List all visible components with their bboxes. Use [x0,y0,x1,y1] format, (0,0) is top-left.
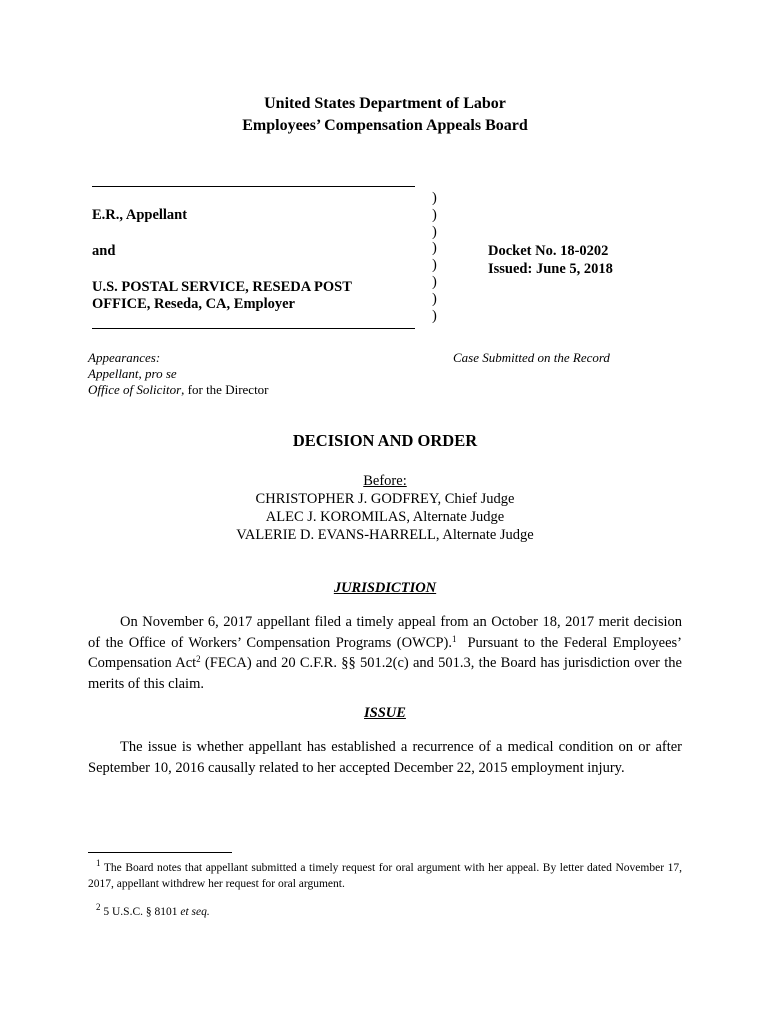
paren: ) [432,240,437,257]
case-submitted-note: Case Submitted on the Record [453,350,610,365]
judge-alternate-1: ALEC J. KOROMILAS, Alternate Judge [265,509,505,525]
appellant-appearance: Appellant, pro se [88,366,177,381]
solicitor-office: Office of Solicitor [88,382,182,397]
footnote-1 [88,858,682,892]
employer-line-1: U.S. POSTAL SERVICE, RESEDA POST [92,279,352,295]
footnote-separator [88,852,232,853]
footnote-ref-1: 1 [451,633,457,644]
paren: ) [432,307,437,324]
footnote-1-number: 1 [96,858,101,868]
board-name: Employees’ Compensation Appeals Board [242,117,528,134]
judge-chief: CHRISTOPHER J. GODFREY, Chief Judge [255,491,515,507]
paren: ) [432,223,437,240]
footnote-1-text: The Board notes that appellant submitted a timely request for oral argument with her appeal. By letter dated November 17, 2017, appellant withdrew her request for oral argument. [88,862,682,890]
appellant-name: E.R., Appellant [92,207,188,223]
employer-line-2: OFFICE, Reseda, CA, Employer [92,296,295,312]
issue-heading: ISSUE [364,705,406,721]
paren: ) [432,206,437,223]
jurisdiction-text-a: On November 6, 2017 appellant filed a timely appeal from an October 18, 2017 merit decision of the Office of Workers’ Compensation Programs (OWCP). [88,614,682,651]
docket-number: Docket No. 18-0202 [488,243,609,259]
footnote-2 [88,902,682,921]
caption-bottom-rule [92,328,415,329]
solicitor-suffix: , for the Director [181,382,269,397]
paren: ) [432,290,437,307]
judge-alternate-2: VALERIE D. EVANS-HARRELL, Alternate Judge [236,527,534,543]
paren: ) [432,273,437,290]
caption-and: and [92,243,116,259]
footnote-2-text: 5 U.S.C. § 8101 [100,906,181,918]
jurisdiction-heading: JURISDICTION [333,580,437,596]
decision-title: DECISION AND ORDER [292,431,478,450]
jurisdiction-text-c: (FECA) and 20 C.F.R. §§ 501.2(c) and 501.3, the Board has jurisdiction over the merits of this claim. [88,655,682,692]
before-label: Before: [363,473,407,489]
caption-top-rule [92,186,415,187]
footnote-2-italic: et seq. [180,906,210,918]
paren: ) [432,190,437,206]
solicitor-appearance [88,382,269,398]
issue-paragraph: The issue is whether appellant has established a recurrence of a medical condition on or after September 10, 2016 causally related to her accepted December 22, 2015 employment injury. [88,739,682,776]
agency-name: United States Department of Labor [264,95,506,112]
caption-parens [432,190,437,324]
footnote-2-number: 2 [96,902,101,912]
jurisdiction-text-b: Pursuant to the Federal Employees’ Compensation Act [88,634,686,671]
paren: ) [432,257,437,274]
footnote-ref-2: 2 [196,654,201,664]
issued-date: Issued: June 5, 2018 [488,261,613,277]
appearances-label: Appearances: [88,350,161,365]
jurisdiction-paragraph [88,612,686,694]
